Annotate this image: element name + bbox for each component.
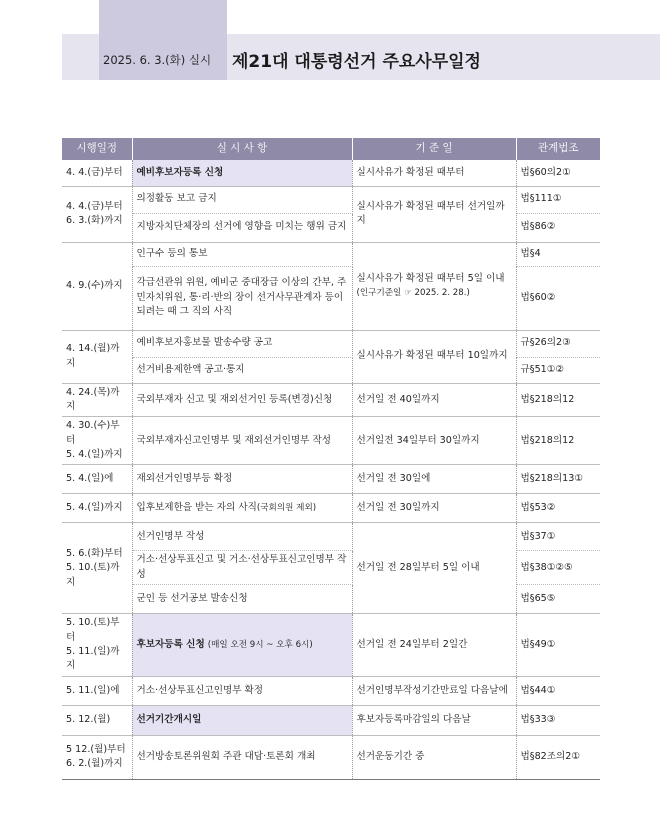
schedule-law: 법§60② [516,266,600,330]
item-text: 선거기간개시일 [136,714,202,726]
schedule-item [132,705,352,735]
table-row [62,330,600,357]
schedule-item: 국외부재자신고인명부 및 재외선거인명부 작성 [132,417,352,465]
schedule-law: 법§4 [516,242,600,266]
col-header-date: 시행일정 [62,138,132,160]
schedule-item: 거소·선상투표신고 및 거소·선상투표신고인명부 작성 [132,551,352,585]
schedule-date: 5. 10.(토)부터 5. 11.(일)까지 [62,614,132,677]
schedule-basis: 실시사유가 확정된 때부터 10일까지 [352,330,516,383]
schedule-basis: 실시사유가 확정된 때부터 선거일까지 [352,186,516,242]
schedule-date: 5. 6.(화)부터 5. 10.(토)까지 [62,523,132,614]
schedule-item [132,160,352,186]
item-text: 입후보제한을 받는 자의 사직 [136,502,257,514]
schedule-law: 규§51①② [516,357,600,383]
schedule-date: 5. 12.(월) [62,705,132,735]
schedule-basis: 실시사유가 확정된 때부터 [352,160,516,186]
table-row [62,383,600,417]
schedule-law: 법§44① [516,676,600,705]
schedule-date: 4. 9.(수)까지 [62,242,132,330]
table-row [62,266,600,330]
schedule-law: 법§218의12 [516,383,600,417]
schedule-law: 규§26의2③ [516,330,600,357]
schedule-basis: 후보자등록마감일의 다음날 [352,705,516,735]
table-row [62,357,600,383]
item-text: 후보자등록 신청 [136,638,205,650]
schedule-law: 법§33③ [516,705,600,735]
schedule-item: 거소·선상투표신고인명부 확정 [132,676,352,705]
table-row [62,705,600,735]
schedule-law: 법§65⑤ [516,585,600,614]
schedule-item: 국외부재자 신고 및 재외선거인 등록(변경)신청 [132,383,352,417]
schedule-basis: 선거일전 34일부터 30일까지 [352,417,516,465]
schedule-date: 5. 4.(일)에 [62,465,132,494]
table-row [62,465,600,494]
schedule-basis: 선거일 전 30일에 [352,465,516,494]
schedule-law: 법§37① [516,523,600,551]
schedule-law: 법§60의2① [516,160,600,186]
schedule-law: 법§86② [516,213,600,242]
schedule-date: 5. 11.(일)에 [62,676,132,705]
table-row [62,160,600,186]
schedule-item: 의정활동 보고 금지 [132,186,352,213]
election-date: 2025. 6. 3.(화) 실시 [103,53,212,67]
schedule-law: 법§49① [516,614,600,677]
schedule-item: 인구수 등의 통보 [132,242,352,266]
col-header-law: 관계법조 [516,138,600,160]
schedule-law: 법§82조의2① [516,735,600,779]
schedule-item: 지방자치단체장의 선거에 영향을 미치는 행위 금지 [132,213,352,242]
schedule-table [62,138,600,780]
table-row [62,186,600,213]
schedule-basis [352,242,516,330]
item-note: (매일 오전 9시 ~ 오후 6시) [207,639,313,650]
schedule-date: 5 12.(월)부터 6. 2.(월)까지 [62,735,132,779]
schedule-date: 4. 4.(금)부터 [62,160,132,186]
table-row [62,676,600,705]
schedule-basis: 선거일 전 40일까지 [352,383,516,417]
header-accent-block [99,0,227,80]
schedule-law: 법§218의13① [516,465,600,494]
table-row [62,523,600,551]
schedule-date: 4. 24.(목)까지 [62,383,132,417]
schedule-basis: 선거운동기간 중 [352,735,516,779]
basis-text: 실시사유가 확정된 때부터 5일 이내 [356,273,505,285]
schedule-date: 5. 4.(일)까지 [62,494,132,523]
schedule-item: 예비후보자홍보물 발송수량 공고 [132,330,352,357]
schedule-date: 4. 4.(금)부터 6. 3.(화)까지 [62,186,132,242]
schedule-item [132,494,352,523]
schedule-item: 선거방송토론위원회 주관 대담·토론회 개최 [132,735,352,779]
schedule-law: 법§53② [516,494,600,523]
schedule-basis: 선거인명부작성기간만료일 다음날에 [352,676,516,705]
item-note: (국회의원 제외) [256,503,317,514]
item-text: 예비후보자등록 신청 [136,166,224,178]
table-row [62,735,600,779]
schedule-item: 재외선거인명부등 확정 [132,465,352,494]
table-row [62,213,600,242]
schedule-date: 4. 14.(월)까지 [62,330,132,383]
schedule-item: 선거인명부 작성 [132,523,352,551]
table-row [62,417,600,465]
table-row [62,242,600,266]
table-header-row [62,138,600,160]
col-header-item: 실 시 사 항 [132,138,352,160]
schedule-item [132,614,352,677]
table-row [62,551,600,585]
schedule-item: 각급선관위 위원, 예비군 중대장급 이상의 간부, 주민자치위원, 통·리·반의 장이 선거사무관계자 등이 되려는 때 그 직의 사직 [132,266,352,330]
schedule-item: 군인 등 선거공보 발송신청 [132,585,352,614]
schedule-basis: 선거일 전 28일부터 5일 이내 [352,523,516,614]
schedule-law: 법§38①②⑤ [516,551,600,585]
schedule-date: 4. 30.(수)부터 5. 4.(일)까지 [62,417,132,465]
schedule-item: 선거비용제한액 공고·통지 [132,357,352,383]
schedule-basis: 선거일 전 30일까지 [352,494,516,523]
basis-note: (인구기준일 ☞ 2025. 2. 28.) [356,287,470,298]
schedule-law: 법§218의12 [516,417,600,465]
table-row [62,494,600,523]
table-row [62,585,600,614]
schedule-basis: 선거일 전 24일부터 2일간 [352,614,516,677]
col-header-basis: 기 준 일 [352,138,516,160]
schedule-law: 법§111① [516,186,600,213]
table-row [62,614,600,677]
page-title: 제21대 대통령선거 주요사무일정 [232,52,481,72]
